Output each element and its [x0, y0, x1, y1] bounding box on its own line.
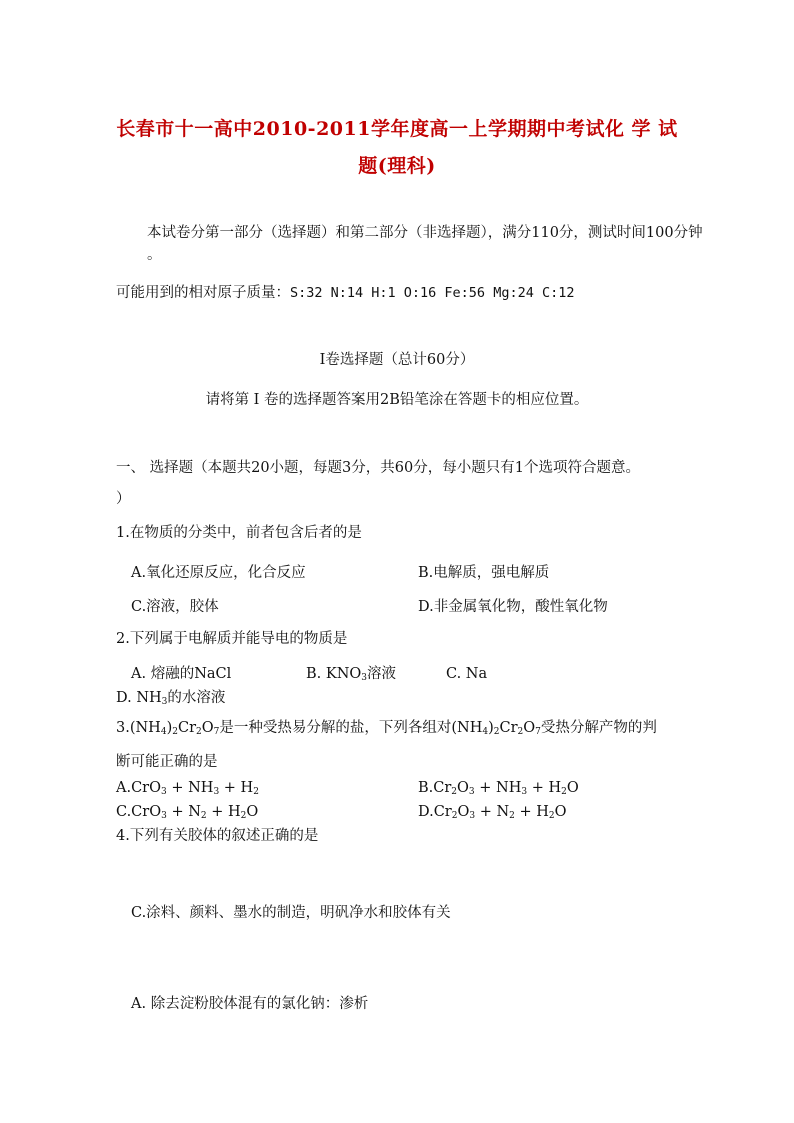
q1-option-d: D.非金属氧化物，酸性氧化物 — [418, 599, 608, 615]
q2-option-c: C. Na — [446, 666, 488, 682]
q2-option-d: D. $NH_3$的水溶液 — [116, 690, 226, 707]
q3-option-a: $A.CrO_3 + NH_3 + H_2$ — [116, 780, 259, 797]
q4-option-a: A. 除去淀粉胶体混有的氯化钠：渗析 — [131, 996, 369, 1012]
q3-option-b: $B.Cr_2O_3 + NH_3 + H_2O$ — [418, 780, 579, 797]
part1-instruction: 请将第 I 卷的选择题答案用2B铅笔涂在答题卡的相应位置。 — [205, 392, 589, 408]
q1-option-a: A.氧化还原反应，化合反应 — [131, 565, 306, 581]
intro-description-end: 。 — [147, 247, 162, 263]
q2-stem: 2.下列属于电解质并能导电的物质是 — [116, 631, 348, 647]
atomic-mass-values: S:32 N:14 H:1 O:16 Fe:56 Mg:24 C:12 — [290, 285, 575, 301]
q3-option-c: $C.CrO_3 + N_2 + H_2O$ — [116, 804, 259, 821]
q1-option-c: C.溶液，胶体 — [131, 599, 219, 615]
section1-header: 一、 选择题（本题共20小题，每题3分，共60分，每小题只有1个选项符合题意。 — [116, 460, 640, 476]
q1-stem: 1.在物质的分类中，前者包含后者的是 — [116, 525, 362, 541]
atomic-mass-label: 可能用到的相对原子质量： — [116, 285, 290, 301]
atomic-mass-line — [116, 283, 574, 303]
q4-stem: 4.下列有关胶体的叙述正确的是 — [116, 828, 319, 844]
q2-option-b: B. $KNO_3$溶液 — [306, 666, 397, 683]
section1-header-end: ） — [116, 491, 131, 507]
q3-stem-line1: $3.(NH_4)_2Cr_2O_7$是一种受热易分解的盐，下列各组对$(NH_4)_2Cr_2O_7$受热分解产物的判 — [116, 720, 657, 737]
exam-title-line2: 题(理科) — [358, 155, 436, 177]
q3-option-d: $D.Cr_2O_3 + N_2 + H_2O$ — [418, 804, 567, 821]
q1-option-b: B.电解质，强电解质 — [418, 565, 550, 581]
exam-title-line1: 长春市十一高中2010-2011学年度高一上学期期中考试化 学 试 — [116, 118, 678, 140]
q3-stem-line2: 断可能正确的是 — [116, 754, 218, 770]
q2-option-a: A. 熔融的NaCl — [131, 666, 232, 682]
q4-option-c: C.涂料、颜料、墨水的制造，明矾净水和胶体有关 — [131, 905, 451, 921]
intro-description: 本试卷分第一部分（选择题）和第二部分（非选择题），满分110分，测试时间100分钟 — [147, 225, 703, 241]
part1-heading: I卷选择题（总计60分） — [319, 352, 475, 368]
